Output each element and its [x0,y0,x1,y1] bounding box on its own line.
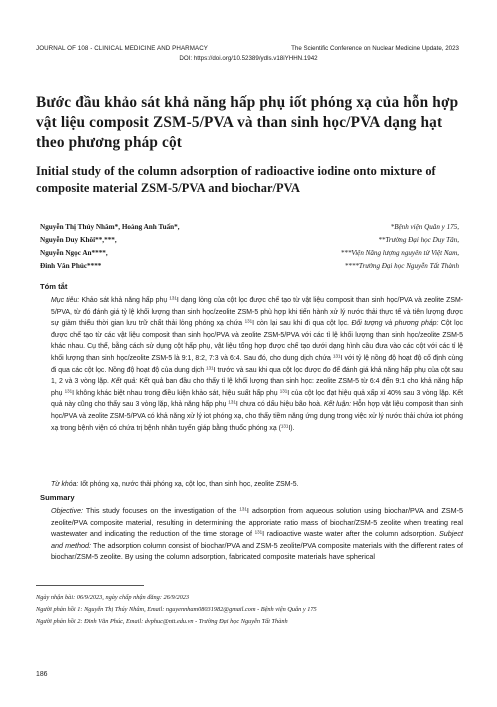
title-english: Initial study of the column adsorption of radioactive iodine onto mixture of composite material ZSM-5/PVA and biochar/PVA [36,164,436,195]
result-label: Kết quả: [111,378,138,386]
abstract-vietnamese: Mục tiêu: Khảo sát khả năng hấp phụ $^{131}$I dạng lỏng của cột lọc được chế tạo từ vật liệu composit than sinh học/PVA và zeolite ZSM-5/PVA, từ đó đánh giá tỷ lệ khối lượng than sinh học/zeolite ZSM-5 phù hợp khi tiến hành xử lý nước thải thực tế và tiên lượng được sự giảm thiểu thời gian lưu trữ chất thải lỏng phóng xạ chứa $^{131}$I còn lại sau khi đi qua cột lọc. Đối tượng và phương pháp: Cột lọc được chế tạo từ các vật liệu composit than sinh học/PVA và zeolite ZSM-5/PVA với các tỉ lệ khối lượng than sinh học/zeolite ZSM-5 khác nhau. Cụ thể, bằng cách sử dụng cột hấp phụ, vật liệu tổng hợp được chế tạo dưới dạng hình cầu đưa vào các cột với các tỉ lệ khối lượng than sinh học/zeolite ZSM-5 là 9:1, 8:2, 7:3 và 6:4. Sau đó, cho dung dịch chứa $^{131}$I với tỷ lệ nồng độ hoạt độ cố định cùng đi qua các cột lọc. Nồng độ hoạt độ của dung dịch $^{131}$I trước và sau khi qua cột lọc được đo để đánh giá khả năng hấp phụ của cột sau 1, 2 và 3 vòng lặp. Kết quả: Kết quả ban đầu cho thấy tỉ lệ khối lượng than sinh học: zeolite ZSM-5 từ 6:4 đến 9:1 cho khả năng hấp phụ $^{131}$I không khác biệt nhau trong điều kiện khảo sát, hiệu suất hấp phụ $^{131}$I của cột lọc đạt hiệu quả xấp xỉ 40% sau 3 vòng lặp. Kết quả này cũng cho thấy sau 3 vòng lặp, khả năng hấp phụ $^{131}$I chưa có dấu hiệu bão hoà. Kết luận: Hỗn hợp vật liệu composit than sinh học/PVA và zeolite ZSM-5/PVA có khả năng xử lý iot phóng xạ, cho thấy tiềm năng ứng dụng trong việc xử lý nước thải chứa iot phóng xạ trong bệnh viện có chứa trị bệnh nhân tuyến giáp bằng thuốc phóng xạ ($^{131}$I). [51,295,464,432]
summary-objective-label: Objective: [51,506,83,515]
footnote-dates: Ngày nhận bài: 06/9/2023, ngày chấp nhận đăng: 26/9/2023 [36,594,190,601]
footnote-respondent-1: Người phản hồi 1: Nguyễn Thị Thúy Nhâm, Email: nguyennham08031982@gmail.com - Bệnh viện Quân y 175 [36,606,317,613]
footnote-respondent-2: Người phản hồi 2: Đinh Văn Phúc, Email: dvphuc@ntt.edu.vn - Trường Đại học Nguyễn Tất Thành [36,618,288,625]
keywords-text: Iốt phóng xạ, nước thải phóng xạ, cột lọc, than sinh học, zeolite ZSM-5. [78,481,299,488]
title-vietnamese: Bước đầu khảo sát khả năng hấp phụ iốt phóng xạ của hỗn hợp vật liệu composit ZSM-5/PVA và than sinh học/PVA dạng hạt theo phương pháp cột [36,94,459,151]
doi-line[interactable]: DOI: https://doi.org/10.52389/ydls.v18iYHHN.1942 [179,55,318,62]
journal-name: JOURNAL OF 108 - CLINICAL MEDICINE AND PHARMACY [36,45,209,52]
author-line-4: Đinh Văn Phúc**** [40,262,102,270]
affiliation-line-4: ****Trường Đại học Nguyễn Tất Thành [344,262,459,270]
conference-name: The Scientific Conference on Nuclear Medicine Update, 2023 [291,45,459,52]
keywords-line [51,481,299,488]
footnote-divider [36,585,144,586]
objective-label: Mục tiêu: [51,297,80,304]
summary-english: Objective: This study focuses on the investigation of the $^{131}$I adsorption from aqueous solution using biochar/PVA and ZSM-5 zeolite/PVA composite material, resulting in determining the approriate ratio mass of biochar/ZSM-5 zeolite when treating real wastewater and indicating the reduction of the time storage of $^{131}$I radioactive waste water after the column adsorption. Subject and method: The adsorption column consist of biochar/PVA and ZSM-5 zeolite/PVA composite materials with the different rates of biochar/ZSM-5 zeolite. By using the column adsorption, fabricated composite materials have spherical [51,506,463,562]
author-line-2: Nguyễn Duy Khôi**,***, [40,236,117,244]
author-line-1: Nguyễn Thị Thúy Nhâm*, Hoàng Anh Tuấn*, [40,223,180,231]
affiliation-line-2: **Trường Đại học Duy Tân, [378,236,459,244]
summary-heading: Summary [40,493,75,502]
keywords-label: Từ khóa: [51,481,79,488]
conclusion-label: Kết luận: [323,401,352,409]
affiliation-line-3: ***Viện Năng lượng nguyên tử Việt Nam, [340,249,459,257]
summary-method-label: Subject and method: [51,529,463,550]
author-line-3: Nguyễn Ngọc An****, [40,249,108,257]
page-number: 186 [36,671,48,678]
method-label: Đối tượng và phương pháp: [351,320,439,328]
abstract-heading: Tóm tắt [40,282,68,291]
affiliation-line-1: *Bệnh viện Quân y 175, [390,223,459,231]
